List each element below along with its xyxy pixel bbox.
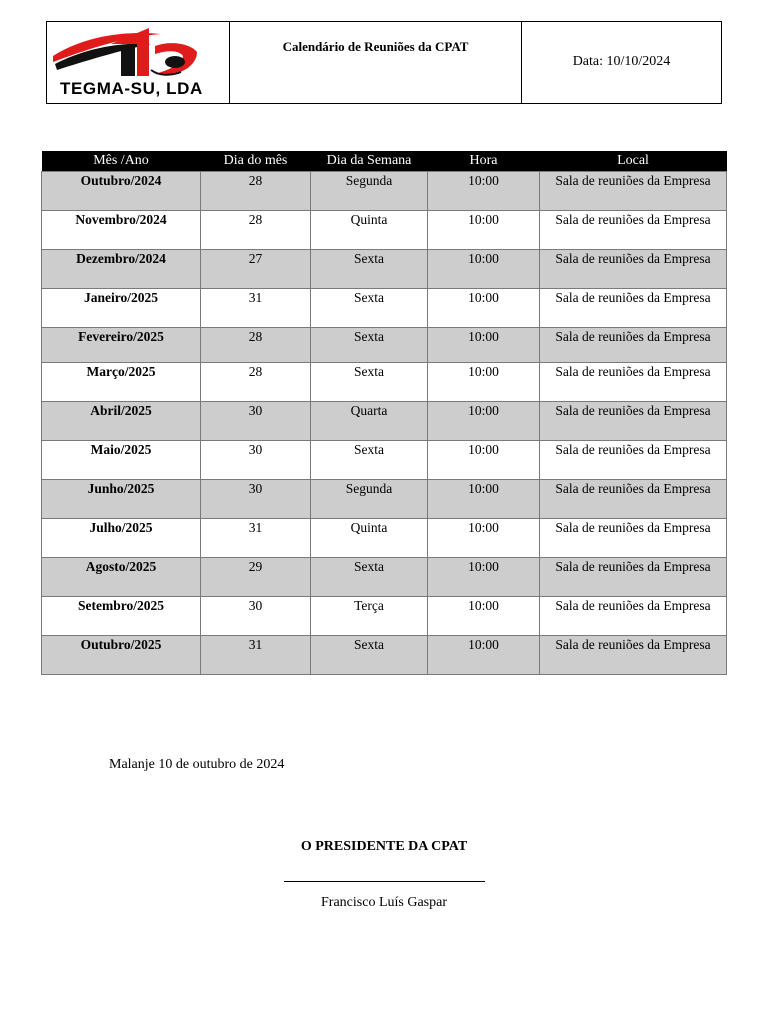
- cell-place: Sala de reuniões da Empresa: [540, 328, 727, 363]
- cell-time: 10:00: [428, 597, 540, 636]
- cell-time: 10:00: [428, 250, 540, 289]
- cell-weekday: Segunda: [311, 480, 428, 519]
- cell-month: Junho/2025: [42, 480, 201, 519]
- logo-cell: [47, 22, 230, 103]
- cell-place: Sala de reuniões da Empresa: [540, 480, 727, 519]
- cell-month: Novembro/2024: [42, 211, 201, 250]
- cell-weekday: Sexta: [311, 250, 428, 289]
- cell-time: 10:00: [428, 441, 540, 480]
- cell-day: 30: [201, 441, 311, 480]
- cell-month: Janeiro/2025: [42, 289, 201, 328]
- cell-day: 30: [201, 597, 311, 636]
- cell-weekday: Quarta: [311, 402, 428, 441]
- table-row: [42, 363, 727, 402]
- cell-day: 27: [201, 250, 311, 289]
- table-row: [42, 636, 727, 675]
- cell-day: 31: [201, 636, 311, 675]
- table-row: [42, 289, 727, 328]
- column-header-weekday: Dia da Semana: [311, 151, 428, 172]
- cell-weekday: Sexta: [311, 289, 428, 328]
- cell-place: Sala de reuniões da Empresa: [540, 519, 727, 558]
- table-row: [42, 558, 727, 597]
- cell-weekday: Terça: [311, 597, 428, 636]
- title-cell: [230, 22, 522, 103]
- table-row: [42, 211, 727, 250]
- cell-place: Sala de reuniões da Empresa: [540, 289, 727, 328]
- cell-place: Sala de reuniões da Empresa: [540, 363, 727, 402]
- table-row: [42, 172, 727, 211]
- cell-day: 30: [201, 402, 311, 441]
- cell-day: 31: [201, 519, 311, 558]
- column-header-place: Local: [540, 151, 727, 172]
- table-row: [42, 441, 727, 480]
- signer-name: Francisco Luís Gaspar: [321, 895, 447, 910]
- signature-role: O PRESIDENTE DA CPAT: [300, 839, 468, 854]
- cell-place: Sala de reuniões da Empresa: [540, 250, 727, 289]
- cell-time: 10:00: [428, 363, 540, 402]
- cell-weekday: Sexta: [311, 328, 428, 363]
- cell-weekday: Sexta: [311, 558, 428, 597]
- cell-time: 10:00: [428, 402, 540, 441]
- cell-month: Agosto/2025: [42, 558, 201, 597]
- cell-month: Fevereiro/2025: [42, 328, 201, 363]
- column-header-month: Mês /Ano: [42, 151, 201, 172]
- document-date: Data: 10/10/2024: [572, 54, 671, 69]
- cell-time: 10:00: [428, 558, 540, 597]
- place-and-date: Malanje 10 de outubro de 2024: [109, 757, 285, 772]
- table-row: [42, 402, 727, 441]
- cell-time: 10:00: [428, 211, 540, 250]
- cell-place: Sala de reuniões da Empresa: [540, 172, 727, 211]
- cell-time: 10:00: [428, 480, 540, 519]
- cell-place: Sala de reuniões da Empresa: [540, 558, 727, 597]
- column-header-time: Hora: [428, 151, 540, 172]
- cell-place: Sala de reuniões da Empresa: [540, 636, 727, 675]
- cell-weekday: Segunda: [311, 172, 428, 211]
- cell-place: Sala de reuniões da Empresa: [540, 211, 727, 250]
- meeting-schedule-table: [41, 151, 727, 675]
- cell-weekday: Quinta: [311, 519, 428, 558]
- cell-weekday: Sexta: [311, 363, 428, 402]
- cell-day: 28: [201, 211, 311, 250]
- cell-time: 10:00: [428, 289, 540, 328]
- cell-month: Março/2025: [42, 363, 201, 402]
- table-row: [42, 480, 727, 519]
- cell-place: Sala de reuniões da Empresa: [540, 597, 727, 636]
- cell-month: Outubro/2025: [42, 636, 201, 675]
- signature-line: [284, 881, 485, 882]
- document-header: [46, 21, 722, 104]
- cell-day: 29: [201, 558, 311, 597]
- table-row: [42, 328, 727, 363]
- cell-month: Outubro/2024: [42, 172, 201, 211]
- date-cell: [522, 22, 721, 103]
- cell-month: Setembro/2025: [42, 597, 201, 636]
- cell-time: 10:00: [428, 519, 540, 558]
- cell-time: 10:00: [428, 636, 540, 675]
- cell-weekday: Quinta: [311, 211, 428, 250]
- cell-weekday: Sexta: [311, 441, 428, 480]
- cell-day: 30: [201, 480, 311, 519]
- table-row: [42, 597, 727, 636]
- company-name: TEGMA-SU, LDA: [60, 79, 203, 98]
- company-logo: [51, 26, 201, 80]
- table-row: [42, 250, 727, 289]
- document-title: Calendário de Reuniões da CPAT: [282, 39, 469, 54]
- column-header-day: Dia do mês: [201, 151, 311, 172]
- cell-day: 28: [201, 363, 311, 402]
- cell-month: Dezembro/2024: [42, 250, 201, 289]
- table-header-row: [42, 151, 727, 172]
- cell-day: 28: [201, 328, 311, 363]
- table-row: [42, 519, 727, 558]
- cell-day: 28: [201, 172, 311, 211]
- cell-place: Sala de reuniões da Empresa: [540, 441, 727, 480]
- cell-weekday: Sexta: [311, 636, 428, 675]
- cell-month: Abril/2025: [42, 402, 201, 441]
- cell-time: 10:00: [428, 328, 540, 363]
- cell-day: 31: [201, 289, 311, 328]
- cell-place: Sala de reuniões da Empresa: [540, 402, 727, 441]
- cell-time: 10:00: [428, 172, 540, 211]
- cell-month: Julho/2025: [42, 519, 201, 558]
- cell-month: Maio/2025: [42, 441, 201, 480]
